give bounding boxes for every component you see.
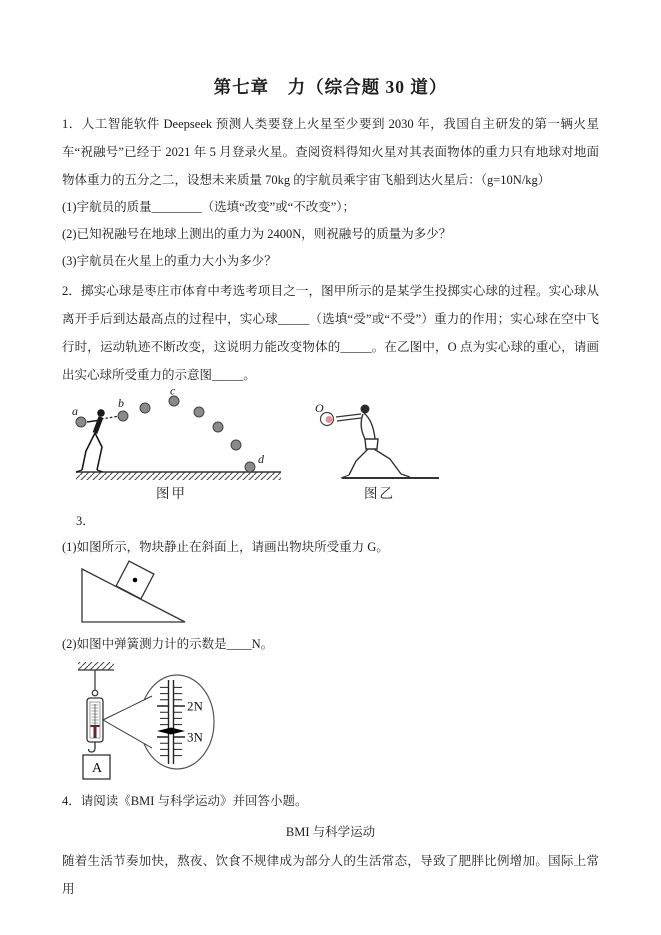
thrower-head xyxy=(97,409,105,417)
block-a-label: A xyxy=(92,761,103,776)
question-4-intro: 4．请阅读《BMI 与科学运动》并回答小题。 xyxy=(62,794,308,808)
thrower2-figure xyxy=(336,405,410,479)
ground-hatch xyxy=(76,472,281,480)
article-body-line: 随着生活节奏加快，熬夜、饮食不规律成为部分人的生活常态，导致了肥胖比例增加。国际上常用 xyxy=(62,854,599,896)
point-a-label: a xyxy=(72,404,78,418)
page-title: 第七章 力（综合题 30 道） xyxy=(213,77,448,97)
figure-jia-caption: 图甲 xyxy=(156,486,187,501)
ball-center-o-label: O xyxy=(315,401,324,415)
tick-3n-label: 3N xyxy=(187,729,203,745)
question-3-part1: (1)如图所示，物块静止在斜面上，请画出物块所受重力 G。 xyxy=(62,540,389,554)
thrower-ghost-arm xyxy=(101,416,120,419)
point-b-label: b xyxy=(118,396,124,410)
figure-incline-block xyxy=(76,565,196,629)
tick-2n-label: 2N xyxy=(187,698,203,714)
question-2-body: 2．掷实心球是枣庄市体育中考选考项目之一，图甲所示的是某学生投掷实心球的过程。实心球从离开手后到达最高点的过程中，实心球_____（选填“受”或“不受”）重力的作用；实心球在空中飞行时，运动轨迹不断改变，这说明力能改变物体的_____。在乙图中，O 点为实心球的重心，请画出实心球所受重力的示意图_____。 xyxy=(62,284,599,382)
ball-trajectory xyxy=(76,396,255,472)
figure-jia-trajectory xyxy=(68,383,298,504)
hanger xyxy=(92,670,98,696)
article-title: BMI 与科学运动 xyxy=(285,825,376,839)
figure-yi-thrower xyxy=(308,391,448,504)
ceiling-hatch xyxy=(78,662,114,670)
figure-spring-scale xyxy=(76,660,236,784)
figure-yi-caption: 图乙 xyxy=(364,486,395,501)
question-1-part1: (1)宇航员的质量________（选填“改变”或“不改变”）； xyxy=(62,200,356,214)
question-1-body: 1．人工智能软件 Deepseek 预测人类要登上火星至少要到 2030 年，我国自主研发的第一辆火星车“祝融号”已经于 2021 年 5 月登录火星。查阅资料得知火星对其表面物体的重力只有地球对地面物体重力的五分之二，设想未来质量 70kg 的宇航员乘宇宙飞船到达火星后：（g=10N/kg） xyxy=(62,117,599,187)
question-2-figures xyxy=(68,383,599,504)
question-1-part3: (3)宇航员在火星上的重力大小为多少？ xyxy=(62,254,277,268)
point-d-label: d xyxy=(258,452,264,466)
question-3-part2: (2)如图中弹簧测力计的示数是____N。 xyxy=(62,637,274,651)
magnifier-wedge xyxy=(103,696,152,748)
spring-scale-body xyxy=(87,698,103,742)
question-3-number: 3． xyxy=(76,514,95,528)
thrower2-head xyxy=(361,405,370,414)
point-c-label: c xyxy=(170,383,176,398)
hook xyxy=(89,742,96,752)
question-1-part2: (2)已知祝融号在地球上测出的重力为 2400N，则祝融号的质量为多少？ xyxy=(62,227,452,241)
hanging-block xyxy=(83,755,110,779)
